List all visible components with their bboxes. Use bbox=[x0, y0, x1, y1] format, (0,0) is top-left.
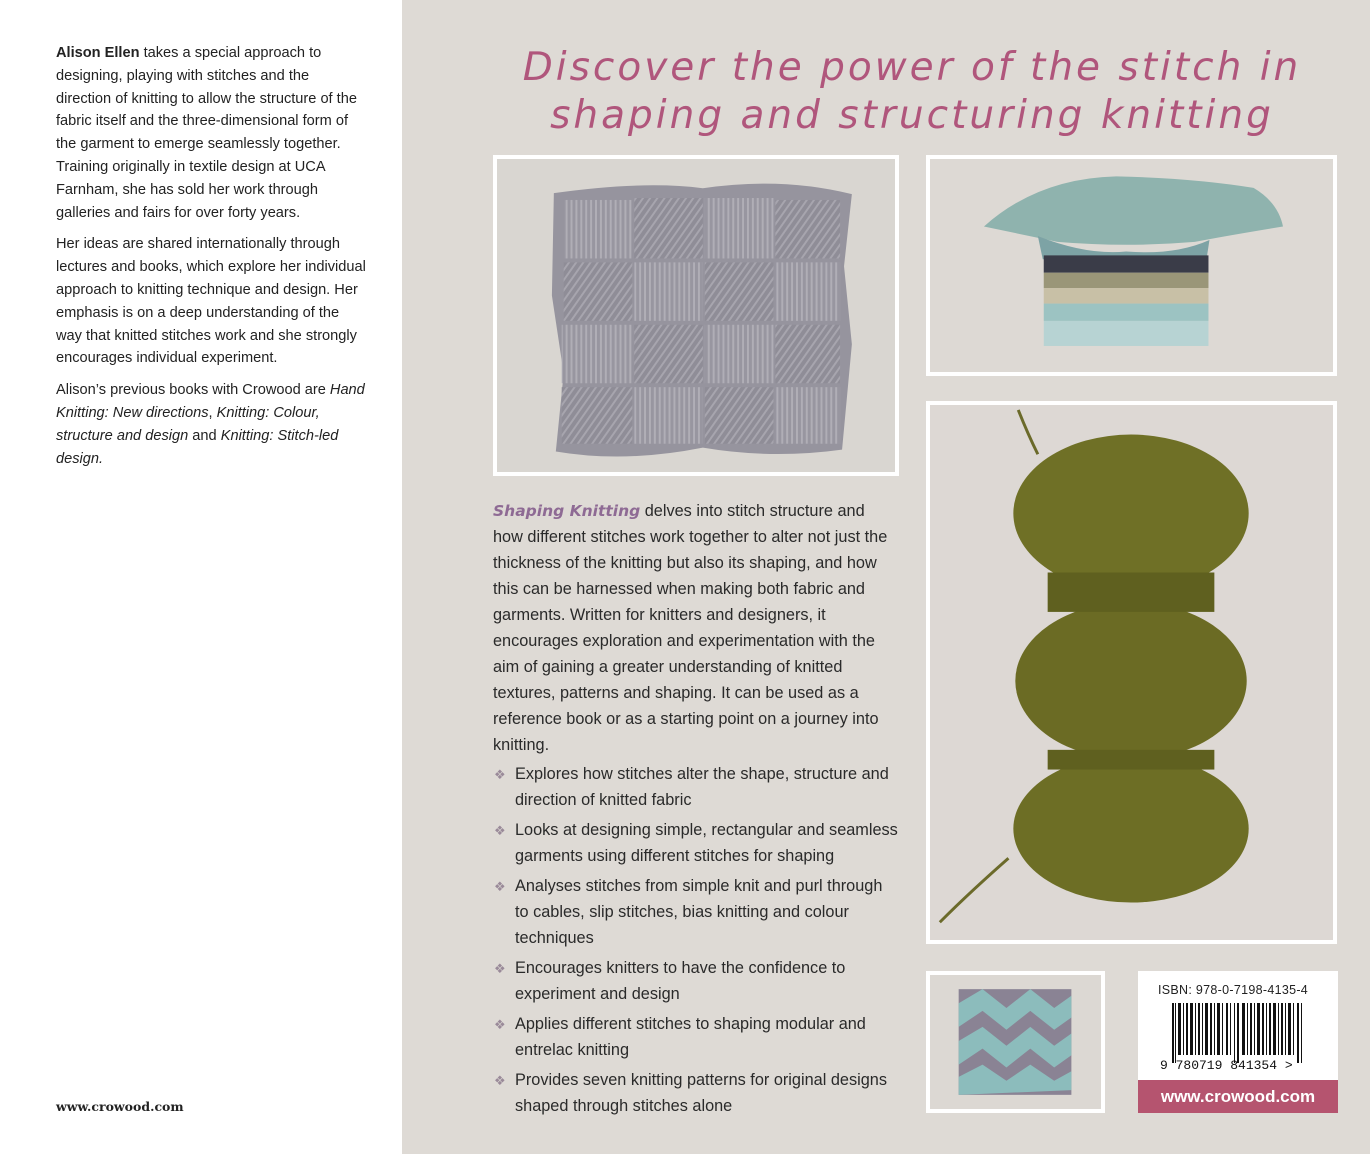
diamond-bullet-icon: ❖ bbox=[494, 1017, 506, 1032]
bio-text-1: takes a special approach to designing, playing with stitches and the direction of knitting to allow the structure of the fabric itself and the three-dimensional form of the garment to emerge seamlessly together. Training originally in textile design at UCA Farnham, she has sold her work through galleries and fairs for over forty years. bbox=[56, 45, 357, 221]
previous-book-2: Knitting: Colour, structure and design bbox=[56, 404, 320, 444]
back-flap bbox=[0, 0, 402, 1154]
isbn-label: ISBN: 978-0-7198-4135-4 bbox=[1158, 983, 1309, 997]
diamond-bullet-icon: ❖ bbox=[494, 823, 506, 838]
list-item bbox=[493, 817, 898, 869]
bio-paragraph-2: Her ideas are shared internationally through lectures and books, which explore her individual approach to knitting technique and design. Her emphasis is on a deep understanding of the way that knitted stitches work and she strongly encourages individual experiment. bbox=[56, 236, 366, 367]
barcode bbox=[1160, 1003, 1320, 1071]
diamond-bullet-icon: ❖ bbox=[494, 961, 506, 976]
feature-list bbox=[493, 761, 898, 1123]
author-bio bbox=[56, 42, 366, 479]
basketweave-swatch-photo bbox=[493, 155, 899, 476]
previous-books-intro: Alison’s previous books with Crowood are bbox=[56, 382, 330, 399]
green-bubble-swatch-photo bbox=[926, 401, 1337, 944]
website-band: www.crowood.com bbox=[1138, 1080, 1338, 1113]
list-item-text: Applies different stitches to shaping modular and entrelac knitting bbox=[515, 1015, 866, 1059]
author-name: Alison Ellen bbox=[56, 45, 140, 61]
headline: Discover the power of the stitch in shaping and structuring knitting bbox=[522, 45, 1302, 138]
bio-paragraph-1 bbox=[56, 42, 366, 224]
list-item bbox=[493, 955, 898, 1007]
list-item-text: Encourages knitters to have the confidence to experiment and design bbox=[515, 959, 846, 1003]
bio-paragraph-3 bbox=[56, 379, 366, 470]
separator: and bbox=[188, 427, 221, 444]
diamond-bullet-icon: ❖ bbox=[494, 1073, 506, 1088]
list-item bbox=[493, 1011, 898, 1063]
list-item bbox=[493, 1067, 898, 1119]
list-item-text: Provides seven knitting patterns for original designs shaped through stitches alone bbox=[515, 1071, 887, 1115]
flap-website: www.crowood.com bbox=[56, 1099, 184, 1114]
back-cover bbox=[402, 0, 1370, 1154]
blurb bbox=[493, 498, 893, 758]
isbn-box bbox=[1138, 971, 1338, 1113]
list-item bbox=[493, 761, 898, 813]
list-item-text: Analyses stitches from simple knit and purl through to cables, slip stitches, bias knitting and colour techniques bbox=[515, 877, 883, 947]
barcode-digits: 9 780719 841354 > bbox=[1160, 1058, 1293, 1071]
separator: , bbox=[208, 404, 217, 421]
previous-book-3: Knitting: Stitch-led design. bbox=[56, 427, 339, 467]
ruffle-swatch-photo bbox=[926, 155, 1337, 376]
list-item bbox=[493, 873, 898, 951]
list-item-text: Looks at designing simple, rectangular and seamless garments using different stitches for shaping bbox=[515, 821, 898, 865]
blurb-text: delves into stitch structure and how different stitches work together to alter not just the thickness of the knitting but also its shaping, and how this can be harnessed when making both fabric and garments. Written for knitters and designers, it encourages exploration and experimentation with the aim of gaining a greater understanding of knitted textures, patterns and shaping. It can be used as a reference book or as a starting point on a journey into knitting. bbox=[493, 502, 888, 754]
zigzag-swatch-photo bbox=[926, 971, 1105, 1113]
list-item-text: Explores how stitches alter the shape, structure and direction of knitted fabric bbox=[515, 765, 889, 809]
book-title: Shaping Knitting bbox=[493, 502, 641, 520]
diamond-bullet-icon: ❖ bbox=[494, 767, 506, 782]
diamond-bullet-icon: ❖ bbox=[494, 879, 506, 894]
previous-book-1: Hand Knitting: New directions bbox=[56, 382, 365, 421]
